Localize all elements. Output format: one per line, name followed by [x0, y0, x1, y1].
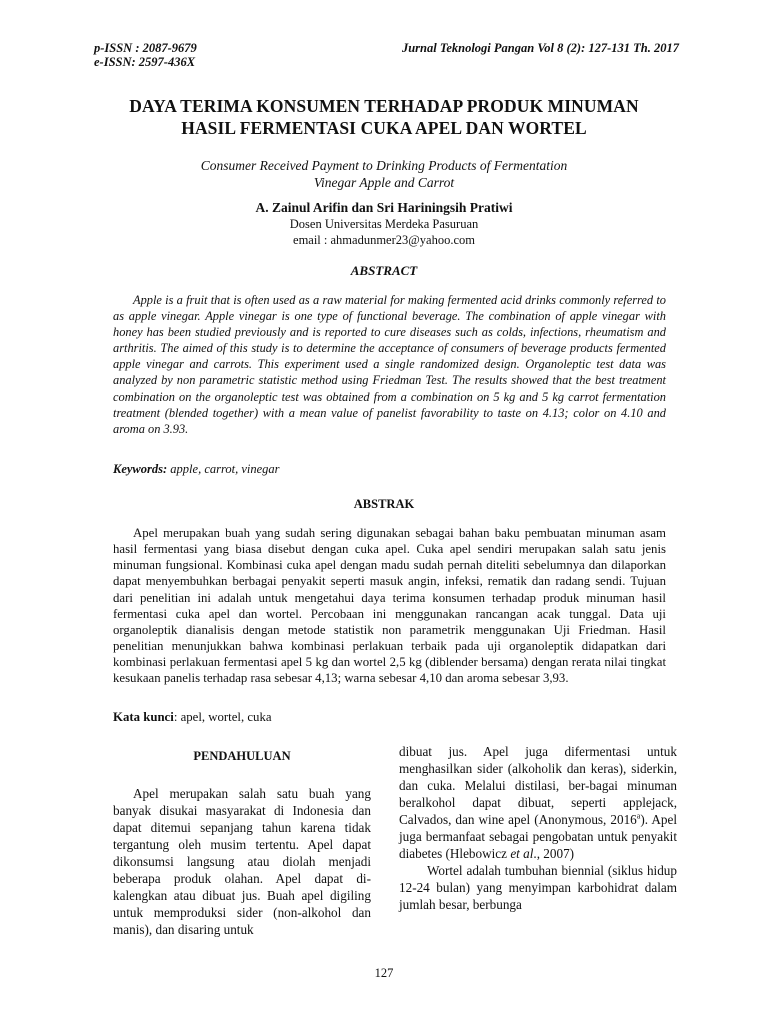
keywords-value: apple, carrot, vinegar	[167, 462, 280, 476]
paper-title	[90, 95, 678, 139]
left-column	[113, 743, 371, 938]
intro-text-b: ). Apel juga bermanfaat sebagai pengobatan untuk penyakit diabetes (Hlebowicz	[399, 812, 677, 861]
abstrak-text: Apel merupakan buah yang sudah sering digunakan sebagai bahan baku pembuatan minuman asam hasil fermentasi yang biasa disebut dengan cuka apel. Cuka apel sendiri merupakan salah satu jenis minuman fungsional. Kombinasi cuka apel dengan madu sudah pernah diteliti sebelumnya dan dilaporkan dapat menyembuhkan berbagai penyakit seperti masuk angin, infeksi, rematik dan radang sendi. Tujuan dari penelitian ini adalah untuk mengetahui daya terima konsumen terhadap produk minuman hasil fermentasi cuka apel dan wortel. Percobaan ini menggunakan rancangan acak tunggal. Data uji organoleptik dianalisis dengan metode statistik non parametrik menggunakan Uji Friedman. Hasil penelitian menunjukkan bahwa kombinasi perlakuan terbaik pada uji organoleptik didapatkan dari kombinasi perlakuan fermentasi apel 5 kg dan wortel 2,5 kg (diblender bersama) dengan rerata nilai tingkat kesukaan panelis terhadap rasa sebesar 4,13; warna sebesar 4,10 dan aroma sebesar 3,93.	[113, 526, 666, 686]
intro-text-c: ., 2007)	[533, 846, 575, 861]
keywords	[113, 461, 280, 477]
keywords-label: Keywords:	[113, 462, 168, 476]
abstract-text: Apple is a fruit that is often used as a raw material for making fermented acid drinks commonly referred to as apple vinegar. Apple vinegar is one type of functional beverage. The combination of apple vinegar with honey has been studied previously and is reported to cure diseases such as colds, infections, rheumatism and arthritis. The aimed of this study is to determine the acceptance of consumers of beverage products fermented apple vinegar and carrots. This experiment used a single randomized design. Organoleptic test data was analyzed by non parametric statistic method using Friedman Test. The results showed that the best treatment combination on the organoleptic test was obtained from a combination on 5 kg and 5 kg carrot fermentation treatment (blended together) with a mean value of panelist favorability to taste on 4.13; color on 4.10 and aroma on 3.93.	[113, 293, 666, 436]
kata-kunci-value: : apel, wortel, cuka	[173, 710, 272, 724]
issn-print: p-ISSN : 2087-9679	[94, 41, 197, 55]
issn-online: e-ISSN: 2597-436X	[94, 55, 196, 69]
abstract-heading: ABSTRACT	[350, 263, 418, 278]
right-column	[399, 743, 677, 913]
abstrak-heading: ABSTRAK	[353, 497, 415, 511]
section-heading-pendahuluan: PENDAHULUAN	[193, 749, 291, 763]
subtitle-line-1: Consumer Received Payment to Drinking Products of Fermentation	[200, 158, 568, 173]
authors: A. Zainul Arifin dan Sri Hariningsih Pratiwi	[255, 200, 513, 215]
affiliation: Dosen Universitas Merdeka Pasuruan	[289, 217, 479, 231]
citation-superscript: a	[636, 811, 641, 821]
kata-kunci-label: Kata kunci	[113, 710, 174, 724]
intro-text-a: dibuat jus. Apel juga difermentasi untuk menghasilkan sider (alkoholik dan keras), siderkin, dan cuka. Melalui distilasi, ber-bagai minuman beralkohol dapat dibuat, seperti applejack, Calvados, dan wine apel (Anonymous, 2016	[399, 744, 677, 827]
page-number: 127	[374, 966, 394, 980]
et-al: et al	[510, 846, 534, 861]
intro-paragraph-left: Apel merupakan salah satu buah yang banyak disukai masyarakat di Indonesia dan dapat ditemui sepanjang tahun karena tidak tergantung oleh musim tertentu. Apel dapat dikonsumsi langsung atau diolah menjadi beberapa produk olahan. Apel dapat di-kalengkan atau dibuat jus. Buah apel digiling untuk memproduksi sider (non-alkohol dan manis), dan disaring untuk	[113, 786, 371, 937]
title-line-2: HASIL FERMENTASI CUKA APEL DAN WORTEL	[181, 118, 587, 138]
journal-citation: Jurnal Teknologi Pangan Vol 8 (2): 127-131 Th. 2017	[401, 41, 679, 55]
english-title	[110, 157, 658, 191]
intro-paragraph-right	[399, 743, 677, 862]
journal-header	[94, 41, 679, 69]
subtitle-line-2: Vinegar Apple and Carrot	[313, 175, 455, 190]
author-email: email : ahmadunmer23@yahoo.com	[293, 233, 475, 247]
intro-paragraph-wortel: Wortel adalah tumbuhan biennial (siklus hidup 12-24 bulan) yang menyimpan karbohidrat dalam jumlah besar, berbunga	[399, 863, 677, 912]
kata-kunci	[113, 709, 272, 725]
issn-block	[94, 41, 197, 69]
title-line-1: DAYA TERIMA KONSUMEN TERHADAP PRODUK MINUMAN	[129, 96, 639, 116]
